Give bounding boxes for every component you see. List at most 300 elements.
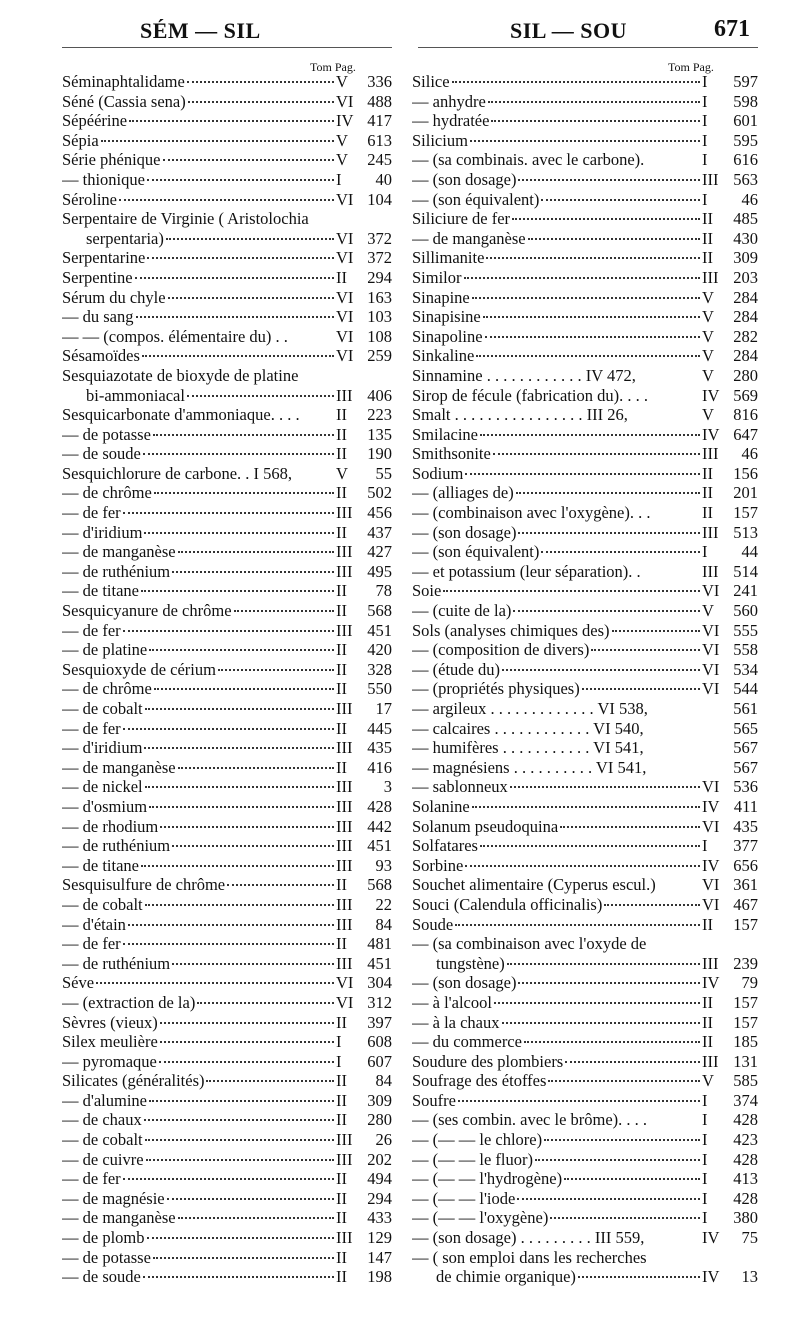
entry-volume: I	[336, 1051, 342, 1071]
entry-volume: II	[336, 1071, 347, 1091]
entry-term: Sinapisine	[412, 307, 481, 327]
entry-volume: V	[336, 72, 348, 91]
index-entry	[62, 483, 392, 503]
entry-term: — (son dosage)	[412, 973, 517, 993]
entry-volume: I	[702, 91, 708, 111]
entry-term: Sorbine	[412, 855, 464, 875]
entry-term: Sinapine	[412, 287, 470, 307]
dot-leader	[143, 453, 334, 455]
entry-term: Sillimanite	[412, 248, 485, 268]
index-entry	[62, 405, 392, 425]
entry-page: 513	[733, 522, 758, 542]
dot-leader	[510, 786, 700, 788]
entry-page: 44	[741, 542, 758, 562]
dot-leader	[464, 277, 700, 279]
entry-volume: II	[702, 209, 713, 229]
dot-leader	[535, 1159, 700, 1161]
column-subheader-right: Tom Pag.	[668, 60, 714, 74]
entry-volume: II	[336, 267, 347, 287]
entry-volume: II	[336, 405, 347, 425]
index-entry	[62, 836, 392, 856]
index-entry	[62, 386, 392, 406]
index-entry	[412, 856, 758, 876]
entry-term: — (composition de divers)	[412, 640, 590, 660]
entry-page: 201	[733, 483, 758, 503]
entry-volume: II	[336, 1247, 347, 1267]
entry-page: 558	[733, 640, 758, 660]
entry-volume: II	[702, 248, 713, 268]
index-entry	[412, 131, 758, 151]
entry-term: Serpentaire de Virginie ( Aristolochia	[62, 209, 309, 229]
entry-volume: IV	[702, 385, 720, 405]
entry-term: — (son dosage)	[412, 169, 517, 189]
entry-term: Série phénique	[62, 150, 161, 170]
dot-leader	[465, 473, 700, 475]
entry-volume: VI	[336, 189, 354, 209]
entry-page: 40	[375, 169, 392, 189]
entry-page: 157	[733, 914, 758, 934]
index-entry	[412, 954, 758, 974]
index-entry	[62, 777, 392, 797]
dot-leader	[144, 1119, 334, 1121]
index-entry	[412, 934, 758, 954]
entry-page: 647	[733, 424, 758, 444]
index-entry	[412, 92, 758, 112]
dot-leader	[145, 904, 334, 906]
entry-page: 598	[733, 91, 758, 111]
entry-term: — (ses combin. avec le brôme). . . .	[412, 1110, 648, 1130]
entry-page: 411	[733, 796, 758, 816]
entry-volume: V	[702, 601, 714, 621]
entry-term: — de fer	[62, 1169, 121, 1189]
entry-page: 597	[733, 72, 758, 91]
index-entry	[412, 738, 758, 758]
dot-leader	[160, 1041, 334, 1043]
dot-leader	[149, 1100, 334, 1102]
entry-page: 46	[741, 189, 758, 209]
entry-page: 147	[367, 1247, 392, 1267]
index-entry	[412, 660, 758, 680]
entry-page: 374	[733, 1090, 758, 1110]
entry-term: — de cobalt	[62, 699, 143, 718]
dot-leader	[147, 1237, 335, 1239]
index-entry	[412, 621, 758, 641]
entry-page: 93	[375, 855, 392, 875]
running-header-right: SIL — SOU	[510, 18, 627, 43]
entry-term: — de plomb	[62, 1228, 145, 1248]
entry-term: Sèvres (vieux)	[62, 1012, 158, 1032]
dot-leader	[145, 1139, 334, 1141]
page-number: 671	[714, 16, 750, 42]
index-entry	[412, 150, 758, 170]
dot-leader	[544, 1139, 700, 1141]
entry-page: 585	[733, 1071, 758, 1091]
dot-leader	[172, 571, 334, 573]
index-entry	[412, 483, 758, 503]
entry-page: 595	[733, 130, 758, 150]
index-entry	[62, 72, 392, 92]
index-entry	[412, 1032, 758, 1052]
entry-volume: VI	[702, 679, 720, 699]
dot-leader	[494, 1002, 700, 1004]
entry-page: 494	[367, 1169, 392, 1189]
index-entry	[412, 542, 758, 562]
index-entry	[412, 581, 758, 601]
entry-volume: II	[336, 934, 347, 954]
entry-volume: II	[702, 914, 713, 934]
entry-volume: I	[702, 72, 708, 91]
dot-leader	[154, 492, 334, 494]
index-entry	[62, 1189, 392, 1209]
entry-page: 560	[733, 601, 758, 621]
header-rule-left	[62, 47, 392, 48]
dot-leader	[163, 159, 334, 161]
index-entry	[412, 915, 758, 935]
dot-leader	[491, 120, 700, 122]
entry-volume: I	[702, 189, 708, 209]
entry-volume: I	[702, 1188, 708, 1208]
entry-page: 361	[733, 875, 758, 895]
dot-leader	[101, 140, 334, 142]
dot-leader	[480, 434, 700, 436]
dot-leader	[160, 826, 334, 828]
entry-volume: III	[336, 894, 353, 914]
entry-term: — de manganèse	[62, 757, 176, 777]
entry-term: Silex meulière	[62, 1032, 158, 1052]
entry-term: — thionique	[62, 169, 145, 189]
dot-leader	[486, 257, 700, 259]
entry-volume: V	[702, 1071, 714, 1091]
index-entry	[62, 425, 392, 445]
entry-volume: I	[702, 1090, 708, 1110]
entry-volume: III	[336, 855, 353, 875]
dot-leader	[472, 297, 700, 299]
dot-leader	[485, 336, 700, 338]
entry-volume: IV	[702, 973, 720, 993]
index-entry	[62, 699, 392, 719]
entry-page: 309	[733, 248, 758, 268]
entry-volume: III	[336, 816, 353, 836]
index-entry	[412, 170, 758, 190]
entry-page: 534	[733, 659, 758, 679]
entry-volume: III	[336, 953, 353, 973]
entry-page: 17	[375, 699, 392, 718]
entry-term: — (— — l'iode	[412, 1188, 516, 1208]
index-entry	[62, 346, 392, 366]
entry-volume: III	[702, 1051, 719, 1071]
entry-volume: I	[702, 1208, 708, 1228]
dot-leader	[119, 199, 334, 201]
entry-page: 163	[367, 287, 392, 307]
dot-leader	[188, 101, 334, 103]
entry-page: 377	[733, 836, 758, 856]
dot-leader	[550, 1217, 700, 1219]
entry-volume: III	[702, 444, 719, 464]
entry-volume: IV	[702, 1267, 720, 1287]
entry-term: — de cobalt	[62, 894, 143, 914]
entry-page: 79	[741, 973, 758, 993]
entry-volume: V	[702, 326, 714, 346]
entry-page: 442	[367, 816, 392, 836]
entry-page: 241	[733, 581, 758, 601]
entry-page: 284	[733, 346, 758, 366]
entry-volume: II	[336, 444, 347, 464]
entry-page: 203	[733, 267, 758, 287]
dot-leader	[197, 1002, 334, 1004]
column-subheader-left: Tom Pag.	[310, 60, 356, 74]
entry-page: 485	[733, 209, 758, 229]
entry-page: 372	[367, 228, 392, 248]
entry-page: 435	[733, 816, 758, 836]
dot-leader	[483, 316, 700, 318]
index-entry	[62, 934, 392, 954]
entry-term: — de fer	[62, 934, 121, 954]
entry-volume: III	[702, 169, 719, 189]
entry-volume: V	[336, 150, 348, 170]
entry-page: 413	[733, 1169, 758, 1189]
entry-volume: VI	[336, 992, 354, 1012]
index-entry	[62, 248, 392, 268]
entry-page: 245	[367, 150, 392, 170]
index-entry	[412, 875, 758, 895]
entry-term: de chimie organique)	[436, 1267, 576, 1287]
entry-volume: III	[336, 561, 353, 581]
entry-term: — de ruthénium	[62, 953, 171, 973]
index-entry	[62, 856, 392, 876]
dot-leader	[172, 845, 334, 847]
entry-volume: II	[336, 679, 347, 699]
dot-leader	[142, 355, 334, 357]
entry-page: 294	[367, 267, 392, 287]
entry-page: 417	[367, 111, 392, 131]
dot-leader	[123, 512, 334, 514]
entry-term: Souchet alimentaire (Cyperus escul.)	[412, 875, 656, 895]
index-entry	[412, 993, 758, 1013]
entry-volume: II	[702, 463, 713, 483]
entry-page: 22	[375, 894, 392, 914]
entry-page: 84	[375, 914, 392, 934]
entry-term: — (alliages de)	[412, 483, 514, 503]
dot-leader	[206, 1080, 334, 1082]
entry-term: Soie	[412, 581, 442, 601]
index-entry	[412, 973, 758, 993]
entry-term: — (— — l'oxygène)	[412, 1208, 549, 1228]
entry-page: 131	[733, 1051, 758, 1071]
dot-leader	[166, 238, 334, 240]
dot-leader	[187, 395, 334, 397]
entry-page: 157	[733, 992, 758, 1012]
entry-volume: II	[336, 659, 347, 679]
entry-volume: VI	[702, 816, 720, 836]
dot-leader	[123, 728, 334, 730]
entry-page: 416	[367, 757, 392, 777]
entry-page: 563	[733, 169, 758, 189]
entry-term: — sablonneux	[412, 777, 508, 797]
index-entry	[62, 503, 392, 523]
dot-leader	[141, 590, 334, 592]
entry-term: — ( son emploi dans les recherches	[412, 1247, 647, 1267]
entry-page: 565	[733, 718, 758, 738]
entry-volume: V	[702, 307, 714, 327]
index-entry	[62, 758, 392, 778]
dot-leader	[455, 924, 700, 926]
index-entry	[412, 346, 758, 366]
entry-page: 437	[367, 522, 392, 542]
index-entry	[62, 679, 392, 699]
dot-leader	[167, 1198, 334, 1200]
index-entry	[412, 307, 758, 327]
entry-term: — (sa combinais. avec le carbone).	[412, 150, 645, 170]
dot-leader	[578, 1276, 700, 1278]
entry-page: 397	[367, 1012, 392, 1032]
index-entry	[62, 1110, 392, 1130]
entry-term: Sesquicarbonate d'ammoniaque. . . .	[62, 405, 300, 425]
entry-volume: II	[336, 757, 347, 777]
entry-term: Sols (analyses chimiques des)	[412, 620, 610, 640]
entry-term: Serpentarine	[62, 248, 146, 268]
entry-term: — hydratée	[412, 111, 490, 131]
entry-page: 569	[733, 385, 758, 405]
entry-term: — de fer	[62, 718, 121, 738]
entry-term: Sépéérine	[62, 111, 128, 131]
entry-page: 428	[733, 1110, 758, 1130]
entry-page: 550	[367, 679, 392, 699]
index-entry	[62, 1228, 392, 1248]
entry-page: 104	[367, 189, 392, 209]
dot-leader	[516, 492, 700, 494]
index-entry	[412, 1091, 758, 1111]
entry-volume: II	[702, 483, 713, 503]
entry-term: Sesquichlorure de carbone. . I 568,	[62, 463, 293, 483]
entry-term: Soude	[412, 914, 454, 934]
entry-page: 427	[367, 542, 392, 562]
dot-leader	[178, 551, 334, 553]
entry-term: Sinkaline	[412, 346, 475, 366]
entry-volume: VI	[702, 640, 720, 660]
dot-leader	[218, 669, 334, 671]
dot-leader	[129, 120, 334, 122]
entry-page: 561	[733, 699, 758, 718]
entry-term: Sesquiazotate de bioxyde de platine	[62, 365, 299, 385]
dot-leader	[480, 845, 700, 847]
index-entry	[412, 111, 758, 131]
entry-term: — de soude	[62, 444, 141, 464]
entry-term: — de manganèse	[412, 228, 526, 248]
dot-leader	[178, 1217, 334, 1219]
entry-page: 481	[367, 934, 392, 954]
index-entry	[62, 621, 392, 641]
entry-volume: II	[702, 1032, 713, 1052]
index-entry	[62, 229, 392, 249]
entry-volume: III	[336, 777, 353, 797]
entry-volume: I	[336, 169, 342, 189]
index-column-right	[412, 72, 758, 1287]
entry-term: Sinapoline	[412, 326, 483, 346]
entry-page: 103	[367, 307, 392, 327]
entry-page: 456	[367, 503, 392, 523]
dot-leader	[502, 1022, 700, 1024]
dot-leader	[153, 1257, 334, 1259]
entry-term: serpentaria)	[86, 228, 164, 248]
entry-term: Séroline	[62, 189, 117, 209]
entry-volume: VI	[336, 973, 354, 993]
entry-volume: III	[336, 836, 353, 856]
entry-page: 428	[367, 796, 392, 816]
entry-term: — de fer	[62, 620, 121, 640]
entry-term: — d'étain	[62, 914, 126, 934]
dot-leader	[178, 767, 334, 769]
index-entry	[62, 288, 392, 308]
entry-term: Sépia	[62, 130, 99, 150]
dot-leader	[518, 982, 700, 984]
dot-leader	[128, 924, 334, 926]
entry-page: 514	[733, 561, 758, 581]
entry-term: Silicates (généralités)	[62, 1071, 205, 1091]
entry-page: 75	[741, 1228, 758, 1248]
dot-leader	[472, 806, 700, 808]
index-entry	[62, 1130, 392, 1150]
dot-leader	[168, 297, 334, 299]
entry-volume: III	[336, 796, 353, 816]
entry-term: — argileux . . . . . . . . . . . . . VI 538,	[412, 699, 648, 718]
index-entry	[62, 190, 392, 210]
entry-page: 26	[375, 1130, 392, 1150]
entry-page: 544	[733, 679, 758, 699]
entry-volume: III	[702, 953, 719, 973]
entry-term: Solfatares	[412, 836, 478, 856]
entry-term: — à la chaux	[412, 1012, 500, 1032]
index-entry	[62, 1248, 392, 1268]
entry-page: 451	[367, 620, 392, 640]
entry-volume: IV	[702, 855, 720, 875]
index-entry	[412, 268, 758, 288]
index-entry	[412, 405, 758, 425]
entry-term: Sesquioxyde de cérium	[62, 659, 216, 679]
entry-term: Sesquisulfure de chrôme	[62, 875, 226, 895]
entry-volume: III	[336, 914, 353, 934]
entry-term: — d'iridium	[62, 522, 143, 542]
entry-page: 108	[367, 326, 392, 346]
entry-page: 555	[733, 620, 758, 640]
index-entry	[412, 523, 758, 543]
dot-leader	[528, 238, 700, 240]
dot-leader	[565, 1061, 700, 1063]
entry-page: 46	[741, 444, 758, 464]
entry-page: 336	[367, 72, 392, 91]
entry-volume: II	[336, 1090, 347, 1110]
entry-volume: III	[702, 267, 719, 287]
entry-term: Sirop de fécule (fabrication du). . . .	[412, 385, 648, 405]
entry-term: — (sa combinaison avec l'oxyde de	[412, 934, 647, 954]
index-entry	[62, 542, 392, 562]
index-entry	[412, 209, 758, 229]
entry-volume: VI	[702, 777, 720, 797]
dot-leader	[518, 532, 700, 534]
entry-term: — de titane	[62, 855, 139, 875]
entry-volume: V	[336, 130, 348, 150]
entry-term: Séné (Cassia sena)	[62, 91, 186, 111]
entry-term: — de soude	[62, 1267, 141, 1287]
index-entry	[62, 601, 392, 621]
entry-volume: VI	[702, 581, 720, 601]
entry-term: — de potasse	[62, 424, 151, 444]
entry-page: 3	[383, 777, 392, 797]
dot-leader	[123, 943, 334, 945]
entry-volume: II	[336, 483, 347, 503]
index-entry	[62, 1267, 392, 1287]
dot-leader	[541, 551, 700, 553]
entry-volume: VI	[336, 346, 354, 366]
